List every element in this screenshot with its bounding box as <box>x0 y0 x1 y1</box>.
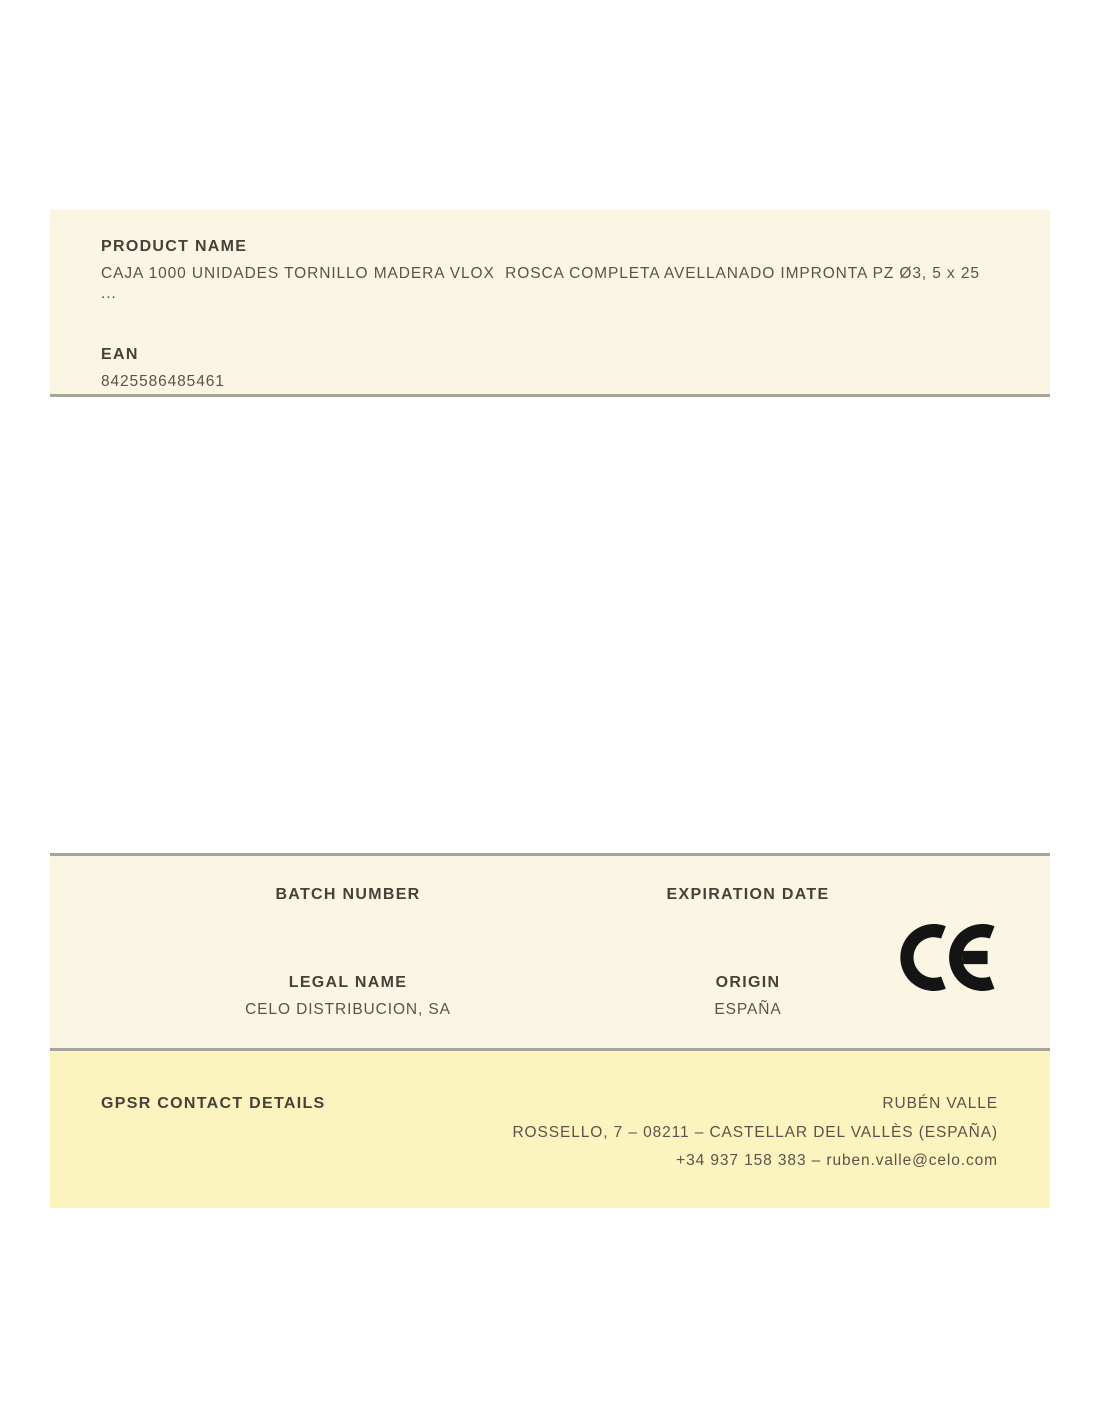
legal-name-label: LEGAL NAME <box>288 974 408 991</box>
gpsr-contact-panel <box>50 1051 1050 1208</box>
batch-number-field <box>50 885 646 912</box>
ce-mark-icon <box>900 924 995 991</box>
product-name-value: CAJA 1000 UNIDADES TORNILLO MADERA VLOX ROSCA COMPLETA AVELLANADO IMPRONTA PZ Ø3, 5 x 25 ... <box>101 265 986 302</box>
ean-label: EAN <box>101 346 139 363</box>
ean-field <box>101 345 999 392</box>
expiration-date-label: EXPIRATION DATE <box>666 886 830 903</box>
batch-number-label: BATCH NUMBER <box>275 886 421 903</box>
batch-legal-panel <box>50 853 1050 1051</box>
gpsr-contact-label: GPSR CONTACT DETAILS <box>101 1095 326 1112</box>
origin-label: ORIGIN <box>715 974 781 991</box>
product-name-label: PRODUCT NAME <box>101 238 248 255</box>
gpsr-contact-phone-email: +34 937 158 383 – ruben.valle@celo.com <box>676 1152 998 1169</box>
gpsr-contact-name: RUBÉN VALLE <box>882 1095 998 1112</box>
gpsr-contact-block <box>512 1094 998 1180</box>
expiration-date-field <box>646 885 850 912</box>
legal-name-value: CELO DISTRIBUCION, SA <box>245 1001 451 1018</box>
gpsr-contact-address: ROSSELLO, 7 – 08211 – CASTELLAR DEL VALLÈS (ESPAÑA) <box>512 1123 998 1141</box>
origin-value: ESPAÑA <box>714 1001 782 1018</box>
origin-field <box>646 973 850 1020</box>
legal-name-field <box>50 973 646 1020</box>
product-name-field <box>101 237 999 304</box>
ean-value: 8425586485461 <box>101 373 225 390</box>
product-info-panel <box>50 210 1050 397</box>
